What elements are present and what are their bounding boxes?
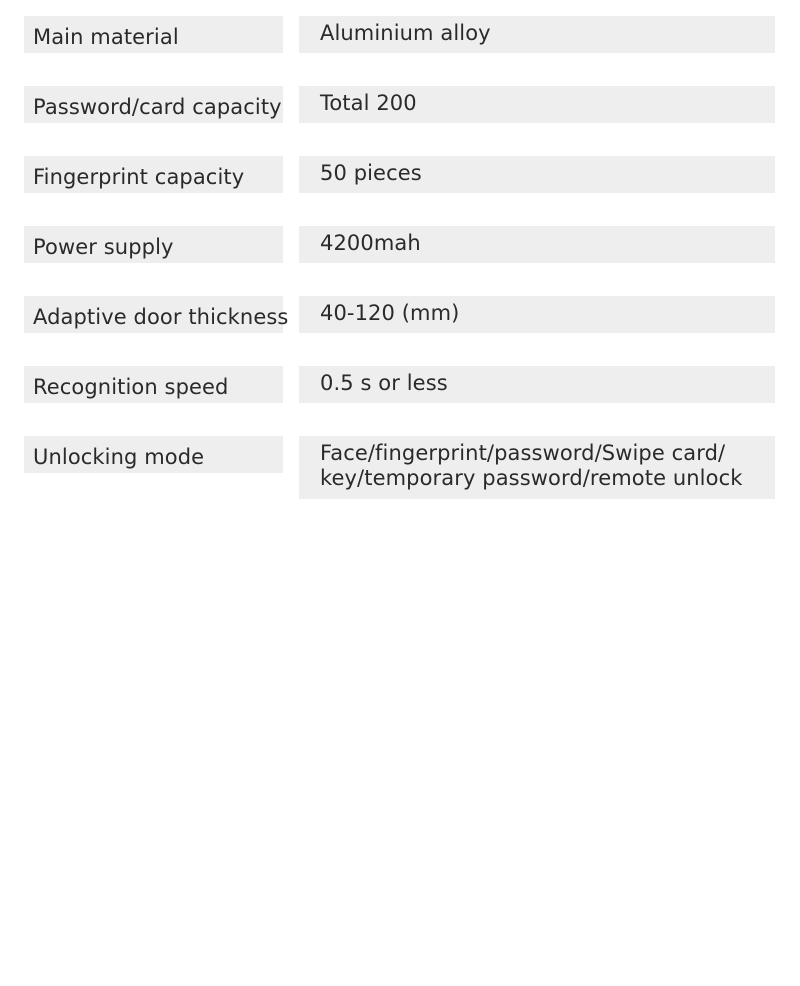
spec-value-line: Aluminium alloy <box>320 21 491 45</box>
spec-value <box>299 366 775 403</box>
spec-value <box>299 86 775 123</box>
spec-value <box>299 16 775 53</box>
spec-value-line: 50 pieces <box>320 161 422 185</box>
spec-value <box>299 156 775 193</box>
spec-label: Adaptive door thickness <box>24 296 283 333</box>
spec-value <box>299 226 775 263</box>
spec-label: Fingerprint capacity <box>24 156 283 193</box>
spec-value-line: 4200mah <box>320 231 421 255</box>
spec-label: Recognition speed <box>24 366 283 403</box>
spec-label: Main material <box>24 16 283 53</box>
spec-value-line: key/temporary password/remote unlock <box>320 466 743 490</box>
spec-value <box>299 436 775 499</box>
spec-value <box>299 296 775 333</box>
spec-value-line: Total 200 <box>320 91 417 115</box>
spec-label: Power supply <box>24 226 283 263</box>
spec-value-line: 40-120 (mm) <box>320 301 460 325</box>
spec-label: Unlocking mode <box>24 436 283 473</box>
spec-label: Password/card capacity <box>24 86 283 123</box>
spec-value-line: 0.5 s or less <box>320 371 448 395</box>
spec-value-line: Face/fingerprint/password/Swipe card/ <box>320 441 726 465</box>
